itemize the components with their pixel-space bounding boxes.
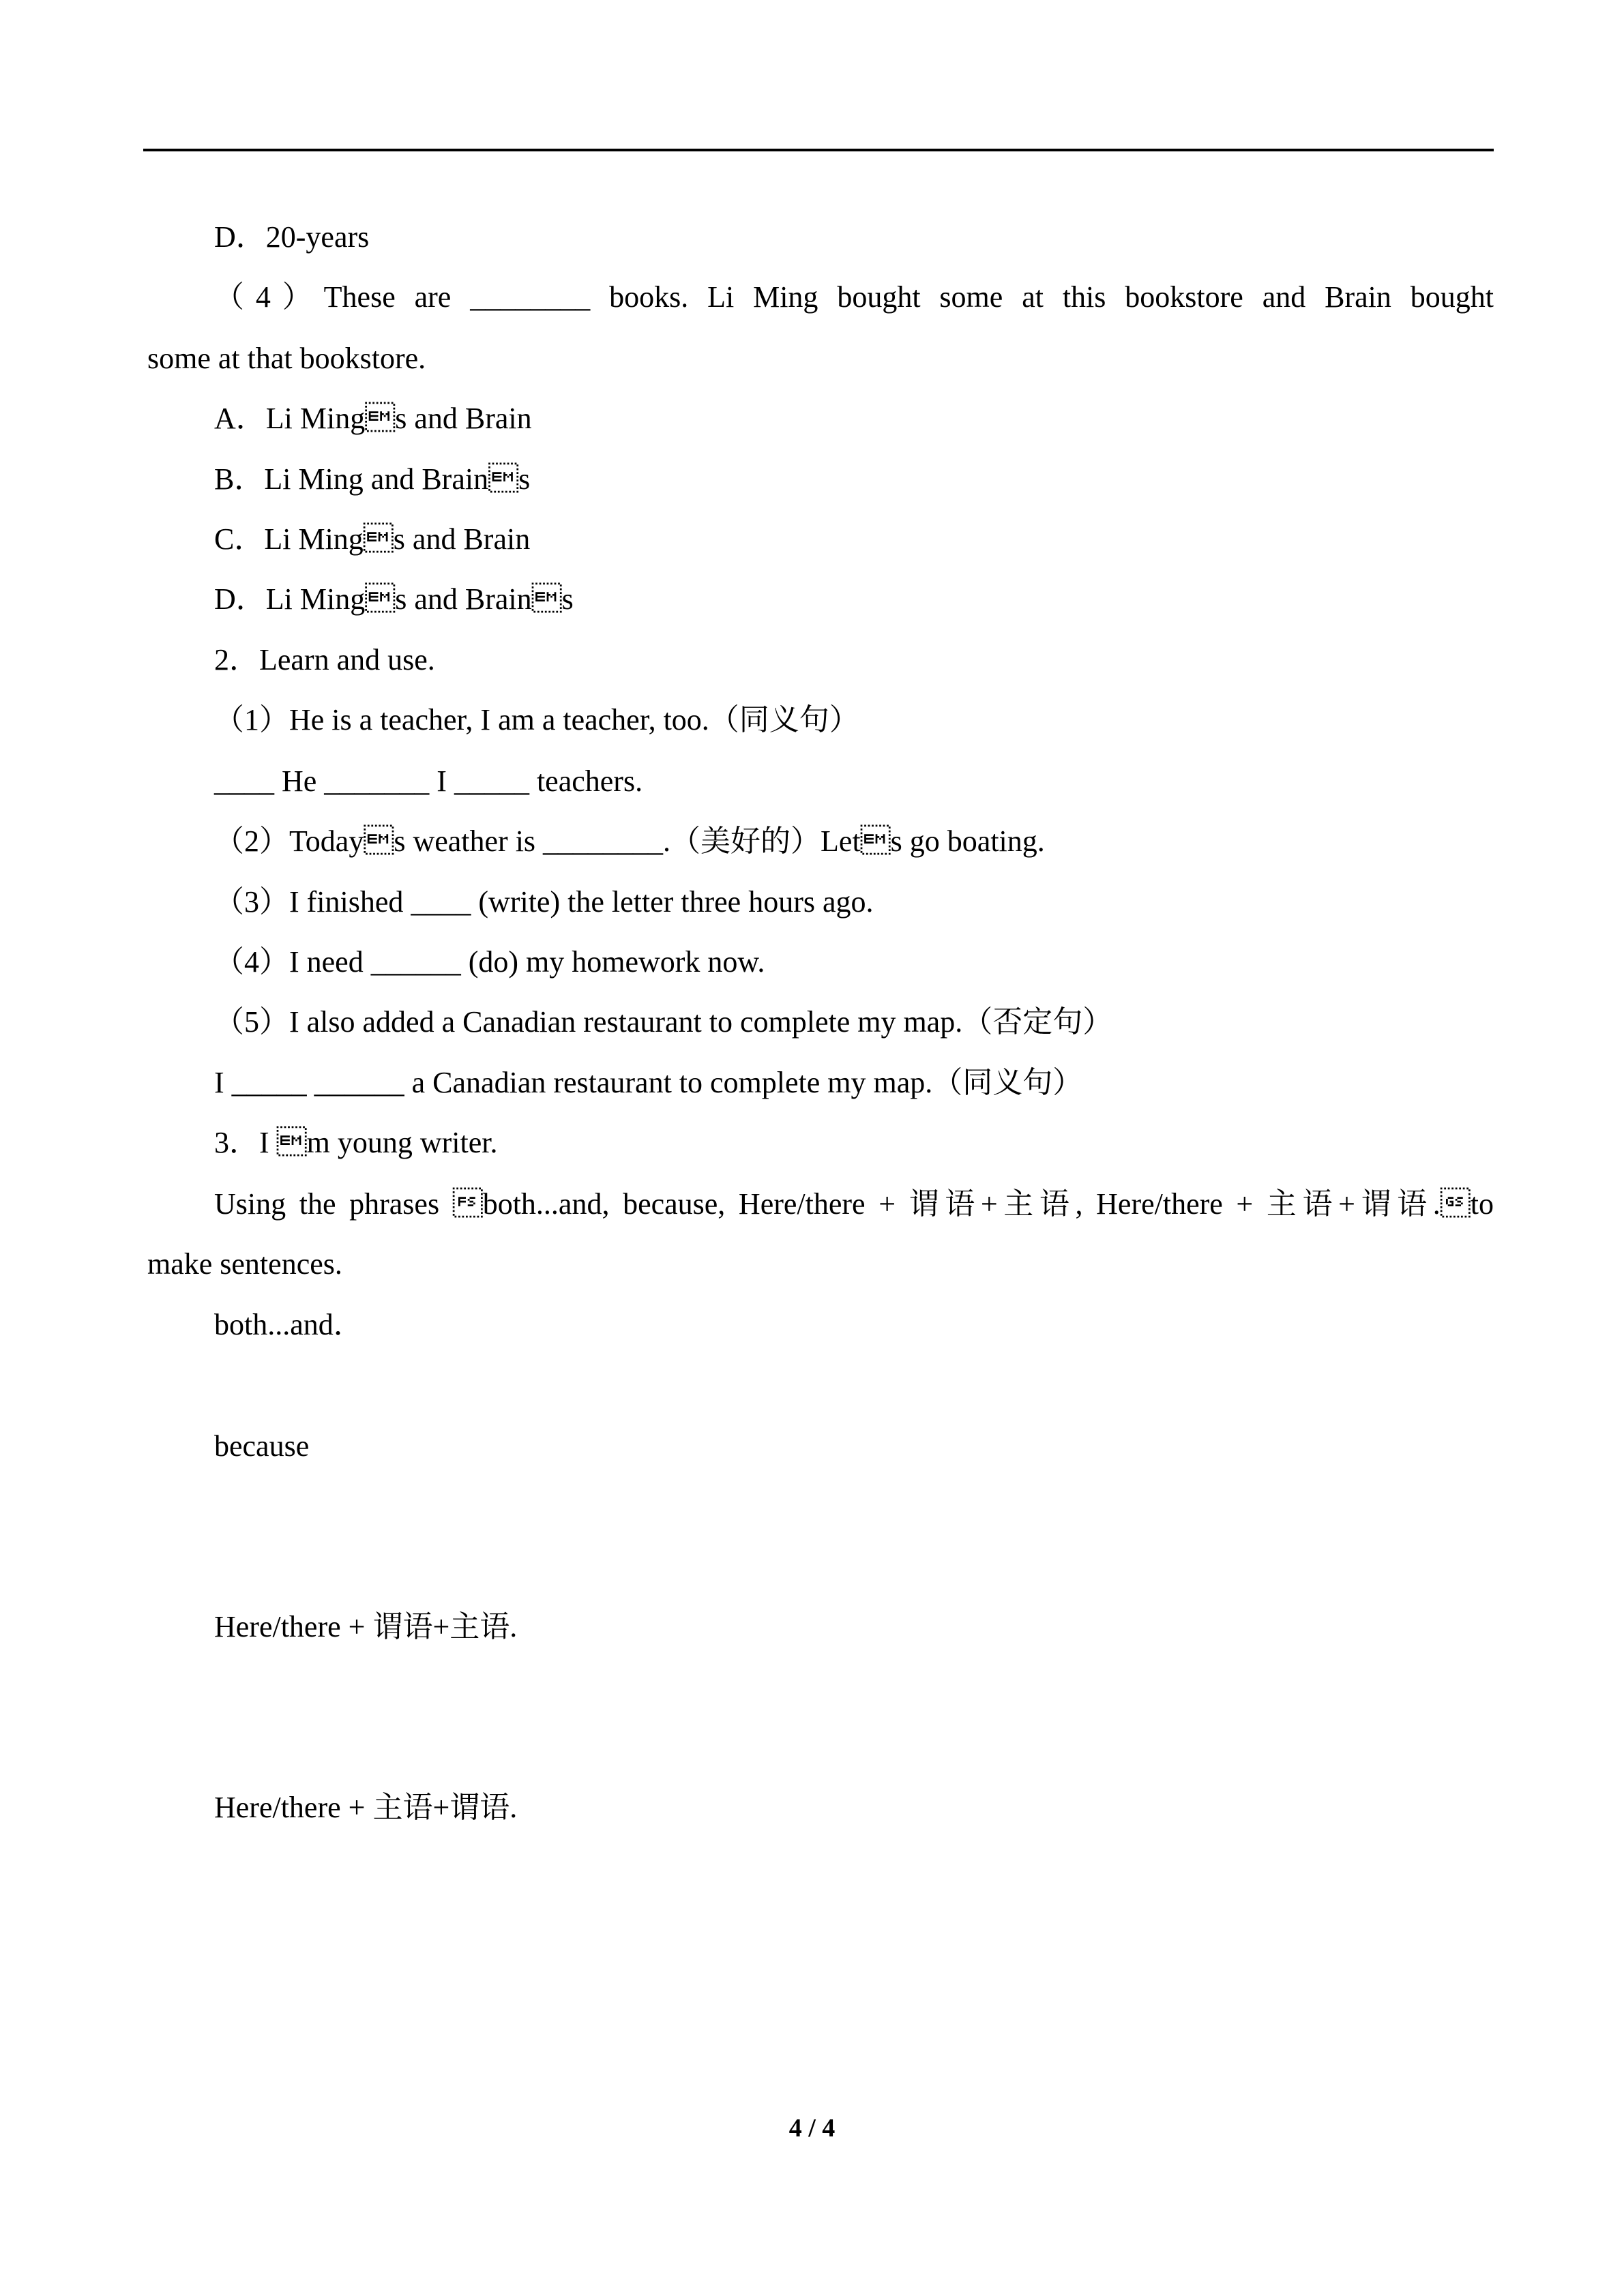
option-d: D．Li Mings and Brains: [214, 582, 574, 616]
header-rule: [143, 149, 1494, 151]
option-d-q3: D．20-years: [214, 220, 370, 254]
item-2-2: （2）Todays weather is ________.（美好的）Lets go boating.: [214, 824, 1045, 858]
prompt-here-there-subject-verb: Here/there + 主语+谓语.: [214, 1791, 518, 1824]
option-a: A．Li Mings and Brain: [214, 402, 532, 435]
section-3-title: 3．I m young writer.: [214, 1126, 498, 1159]
prompt-because: because: [214, 1429, 310, 1463]
item-2-1-answer: ____ He _______ I _____ teachers.: [214, 764, 643, 798]
item-2-1: （1）He is a teacher, I am a teacher, too.（同义句）: [214, 703, 859, 736]
section-3-instructions: Using the phrases both...and, because, Here/there + 谓语+主语, Here/there + 主语+谓语. to: [214, 1187, 1494, 1221]
option-b: B．Li Ming and Brains: [214, 462, 531, 496]
page-number: 4 / 4: [788, 2114, 836, 2143]
option-c: C．Li Mings and Brain: [214, 522, 531, 556]
question-4-stem: （4）These are ________ books. Li Ming bought some at this bookstore and Brain bought: [214, 280, 1494, 314]
prompt-both-and: both...and．: [214, 1308, 364, 1341]
question-4-stem-cont: some at that bookstore.: [147, 342, 426, 375]
item-2-3: （3）I finished ____ (write) the letter three hours ago.: [214, 885, 874, 919]
section-2-title: 2．Learn and use.: [214, 643, 435, 676]
section-3-instructions-cont: make sentences.: [147, 1247, 342, 1281]
item-2-4: （4）I need ______ (do) my homework now.: [214, 945, 765, 979]
item-2-5: （5）I also added a Canadian restaurant to complete my map.（否定句）: [214, 1005, 1113, 1039]
prompt-here-there-verb-subject: Here/there + 谓语+主语.: [214, 1610, 518, 1643]
item-2-5-answer: I _____ ______ a Canadian restaurant to complete my map.（同义句）: [214, 1066, 1083, 1099]
